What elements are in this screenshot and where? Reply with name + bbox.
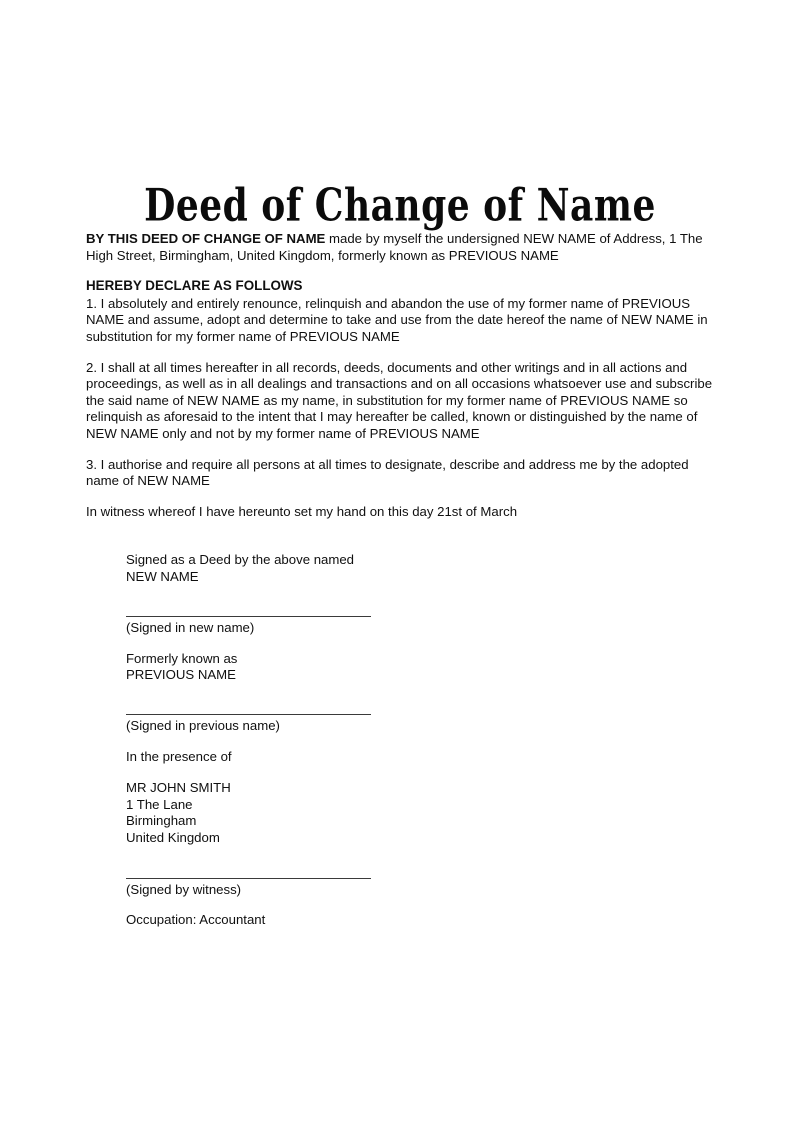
signature-space-witness xyxy=(126,847,546,863)
witness-name: MR JOHN SMITH xyxy=(126,780,231,796)
witness-address-city: Birmingham xyxy=(126,813,197,829)
signature-space-witness-extra xyxy=(126,863,546,878)
intro-rest: made by myself the undersigned NEW NAME of Address, 1 The High Street, Birmingham, United Kingdom, formerly known as PREVIOUS NAME xyxy=(86,231,703,263)
clause-2: 2. I shall at all times hereafter in all records, deeds, documents and other writings and in all actions and proceedings, as well as in all dealings and transactions and on all occasions whatsoever use and subscribe the said name of NEW NAME as my name, in substitution for my former name of PREVIOUS NAME so relinquish as aforesaid to the intent that I may hereafter be called, known or distinguished by the name of NEW NAME only and not by my former name of PREVIOUS NAME xyxy=(86,359,713,441)
intro-lead-bold: BY THIS DEED OF CHANGE OF NAME xyxy=(86,231,326,246)
signature-line-previous-name[interactable] xyxy=(126,714,371,715)
signed-as-deed-label: Signed as a Deed by the above named xyxy=(126,552,355,567)
witness-occupation: Occupation: Accountant xyxy=(126,912,266,928)
spacer-before-occupation xyxy=(126,898,546,912)
declaration-heading: HEREBY DECLARE AS FOLLOWS xyxy=(86,278,303,294)
signature-line-witness[interactable] xyxy=(126,878,371,879)
witness-details-group xyxy=(126,780,546,846)
signature-space-new-name xyxy=(126,585,546,616)
execution-block xyxy=(126,552,546,929)
previous-name-value: PREVIOUS NAME xyxy=(126,667,236,683)
signed-by-witness-caption: (Signed by witness) xyxy=(126,881,242,897)
signatory-new-name-group xyxy=(126,552,546,585)
spacer-after-new-name-caption xyxy=(126,637,546,651)
clause-3: 3. I authorise and require all persons at all times to designate, describe and address me by the adopted name of NEW NAME xyxy=(86,456,689,489)
witness-address-line1: 1 The Lane xyxy=(126,796,193,812)
spacer-after-previous-name-caption xyxy=(126,735,546,749)
spacer-before-witness xyxy=(126,765,546,780)
page-title: Deed of Change of Name xyxy=(144,178,656,232)
signature-line-new-name[interactable] xyxy=(126,616,371,617)
attestation-clause: In witness whereof I have hereunto set my hand on this day 21st of March xyxy=(86,503,518,519)
formerly-known-label: Formerly known as xyxy=(126,650,238,666)
new-name-value: NEW NAME xyxy=(126,568,199,584)
signatory-previous-name-group xyxy=(126,651,546,684)
witness-address-country: United Kingdom xyxy=(126,829,220,845)
signature-space-previous-name xyxy=(126,684,546,714)
intro-paragraph xyxy=(86,231,718,264)
document-body xyxy=(86,231,718,520)
signed-new-name-caption: (Signed in new name) xyxy=(126,620,255,636)
signed-previous-name-caption: (Signed in previous name) xyxy=(126,717,280,733)
presence-label: In the presence of xyxy=(126,748,232,764)
clause-1: 1. I absolutely and entirely renounce, relinquish and abandon the use of my former name of PREVIOUS NAME and assume, adopt and determine to take and use from the date hereof the name of NEW NAME in substitution for my former name of PREVIOUS NAME xyxy=(86,295,708,344)
